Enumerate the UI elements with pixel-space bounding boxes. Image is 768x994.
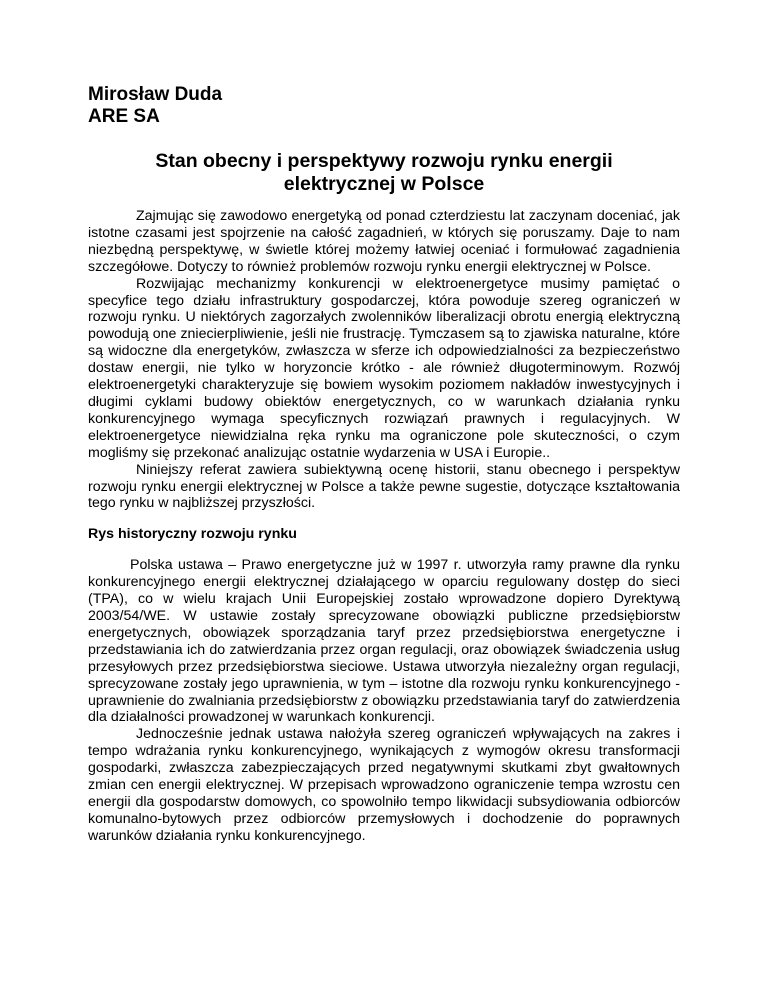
author-organization: ARE SA xyxy=(88,106,160,127)
intro-paragraph-1: Zajmując się zawodowo energetyką od ponad czterdziestu lat zaczynam doceniać, jak istotne czasami jest spojrzenie na całość zagadnień, w których się poruszamy. Daje to nam niezbędną perspektywę, w świetle której możemy łatwiej oceniać i formułować zagadnienia szczegółowe. Dotyczy to również problemów rozwoju rynku energii elektrycznej w Polsce. xyxy=(88,208,680,275)
section-paragraph-1: Polska ustawa – Prawo energetyczne już w 1997 r. utworzyła ramy prawne dla rynku konkurencyjnego energii elektrycznej działającego w oparciu regulowany dostęp do sieci (TPA), co w wielu krajach Unii Europejskiej zostało wprowadzone dopiero Dyrektywą 2003/54/WE. W ustawie zostały sprecyzowane obowiązki publiczne przedsiębiorstw energetycznych, obowiązek sporządzania taryf przez przedsiębiorstwa energetyczne i przedstawiania ich do zatwierdzania przez organ regulacji, oraz obowiązek świadczenia usług przesyłowych przez przedsiębiorstwa sieciowe. Ustawa utworzyła niezależny organ regulacji, sprecyzowane zostały jego uprawnienia, w tym – istotne dla rozwoju rynku konkurencyjnego - uprawnienie do zwalniania przedsiębiorstw z obowiązku przedstawiania taryf do zatwierdzenia dla działalności prowadzonej w warunkach konkurencji. xyxy=(88,557,680,726)
document-page xyxy=(88,84,680,845)
section-heading: Rys historyczny rozwoju rynku xyxy=(88,526,297,543)
document-title: Stan obecny i perspektywy rozwoju rynku energii elektrycznej w Polsce xyxy=(155,150,613,195)
intro-paragraph-2: Rozwijając mechanizmy konkurencji w elektroenergetyce musimy pamiętać o specyfice tego działu infrastruktury gospodarczej, która powoduje szereg ograniczeń w rozwoju rynku. U niektórych zagorzałych zwolenników liberalizacji obrotu energią elektryczną powodują one zniecierpliwienie, jeśli nie frustrację. Tymczasem są to zjawiska naturalne, które są widoczne dla energetyków, zwłaszcza w sferze ich odpowiedzialności za bezpieczeństwo dostaw energii, nie tylko w horyzoncie krótko - ale również długoterminowym. Rozwój elektroenergetyki charakteryzuje się bowiem wysokim poziomem nakładów inwestycyjnych i długimi cyklami budowy obiektów energetycznych, co w warunkach działania rynku konkurencyjnego wymaga specyficznych rozwiązań prawnych i regulacyjnych. W elektroenergetyce niewidzialna ręka rynku ma ograniczone pole skuteczności, o czym mogliśmy się przekonać analizując ostatnie wydarzenia w USA i Europie.. xyxy=(88,275,680,461)
author-name: Mirosław Duda xyxy=(88,84,223,105)
section-paragraph-2: Jednocześnie jednak ustawa nałożyła szereg ograniczeń wpływających na zakres i tempo wdrażania rynku konkurencyjnego, wynikających z wymogów okresu transformacji gospodarki, zwłaszcza zabezpieczających przed negatywnymi skutkami zbyt gwałtownych zmian cen energii elektrycznej. W przepisach wprowadzono ograniczenie tempa wzrostu cen energii dla gospodarstw domowych, co spowolniło tempo likwidacji subsydiowania odbiorców komunalno-bytowych przez odbiorców przemysłowych i dochodzenie do poprawnych warunków działania rynku konkurencyjnego. xyxy=(88,726,680,844)
author-block xyxy=(88,84,680,128)
intro-paragraph-3: Niniejszy referat zawiera subiektywną ocenę historii, stanu obecnego i perspektyw rozwoju rynku energii elektrycznej w Polsce a także pewne sugestie, dotyczące kształtowania tego rynku w najbliższej przyszłości. xyxy=(88,461,680,512)
